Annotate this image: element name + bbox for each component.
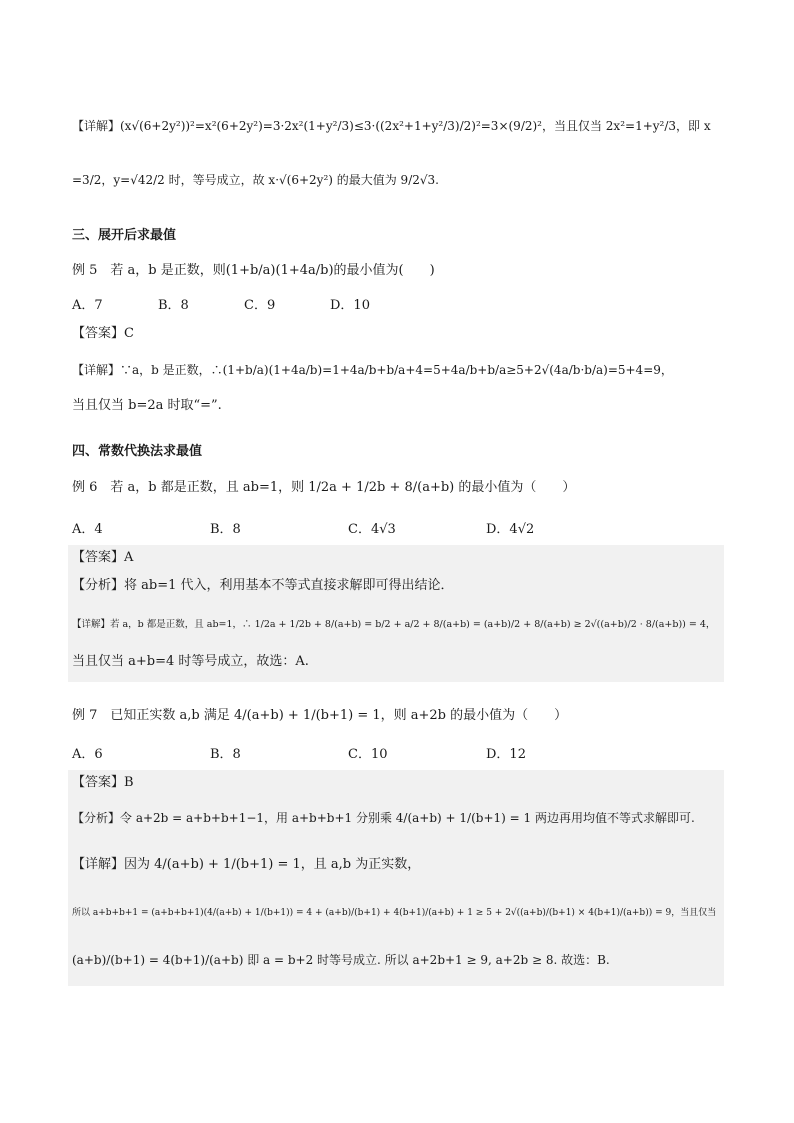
example-6-detail-2: 当且仅当 a+b=4 时等号成立，故选：A.	[72, 654, 309, 669]
section-heading-4: 四、常数代换法求最值	[72, 444, 203, 459]
example-5-answer: 【答案】C	[72, 326, 134, 341]
option-d: D．10	[330, 298, 370, 313]
option-d: D．4√2	[486, 522, 535, 537]
option-c: C．10	[348, 747, 388, 762]
option-a: A．6	[72, 747, 103, 762]
example-6-detail-1: 【详解】若 a，b 都是正数，且 ab=1，∴ 1/2a + 1/2b + 8/(a+b) = b/2 + a/2 + 8/(a+b) = (a+b)/2 + 8/(a+b) ≥ 2√((a+b)/2 · 8/(a+b)) = 4，	[72, 619, 716, 630]
example-6-analysis: 【分析】将 ab=1 代入，利用基本不等式直接求解即可得出结论．	[72, 578, 454, 593]
example-7-detail-2: 所以 a+b+b+1 = (a+b+b+1)(4/(a+b) + 1/(b+1)) = 4 + (a+b)/(b+1) + 4(b+1)/(a+b) + 1 ≥ 5 + 2√((a+b)/(b+1) × 4(b+1)/(a+b)) = 9，当且仅当	[72, 908, 717, 918]
section-heading-3: 三、展开后求最值	[72, 228, 177, 243]
option-a: A．7	[72, 298, 103, 313]
example-6-answer: 【答案】A	[72, 550, 134, 565]
option-b: B．8	[210, 747, 241, 762]
example-7-detail-3: (a+b)/(b+1) = 4(b+1)/(a+b) 即 a = b+2 时等号成立. 所以 a+2b+1 ≥ 9, a+2b ≥ 8. 故选：B.	[72, 953, 610, 967]
option-a: A．4	[72, 522, 103, 537]
example-7-analysis: 【分析】令 a+2b = a+b+b+1−1，用 a+b+b+1 分别乘 4/(a+b) + 1/(b+1) = 1 两边再用均值不等式求解即可.	[72, 811, 695, 825]
example-5-detail-2: 当且仅当 b=2a 时取“=”.	[72, 398, 222, 413]
example-7-question: 例 7 已知正实数 a,b 满足 4/(a+b) + 1/(b+1) = 1，则 a+2b 的最小值为（ ）	[72, 708, 568, 723]
option-b: B．8	[158, 298, 189, 313]
example-5-detail-1: 【详解】∵a，b 是正数，∴(1+b/a)(1+4a/b)=1+4a/b+b/a+4=5+4a/b+b/a≥5+2√(4a/b·b/a)=5+4=9，	[72, 363, 673, 377]
example-5-question: 例 5 若 a，b 是正数，则(1+b/a)(1+4a/b)的最小值为( )	[72, 263, 435, 278]
detail-line-1: 【详解】(x√(6+2y²))²=x²(6+2y²)=3·2x²(1+y²/3)≤3·((2x²+1+y²/3)/2)²=3×(9/2)²，当且仅当 2x²=1+y²/3，即 x	[72, 119, 711, 133]
example-6-question: 例 6 若 a，b 都是正数，且 ab=1，则 1/2a + 1/2b + 8/(a+b) 的最小值为（ ）	[72, 480, 576, 495]
detail-line-2: =3/2，y=√42/2 时，等号成立，故 x·√(6+2y²) 的最大值为 9/2√3.	[72, 173, 439, 187]
option-b: B．8	[210, 522, 241, 537]
option-d: D．12	[486, 747, 526, 762]
option-c: C．9	[244, 298, 276, 313]
example-7-answer: 【答案】B	[72, 775, 134, 790]
example-7-detail-1: 【详解】因为 4/(a+b) + 1/(b+1) = 1，且 a,b 为正实数，	[72, 857, 421, 872]
option-c: C．4√3	[348, 522, 396, 537]
